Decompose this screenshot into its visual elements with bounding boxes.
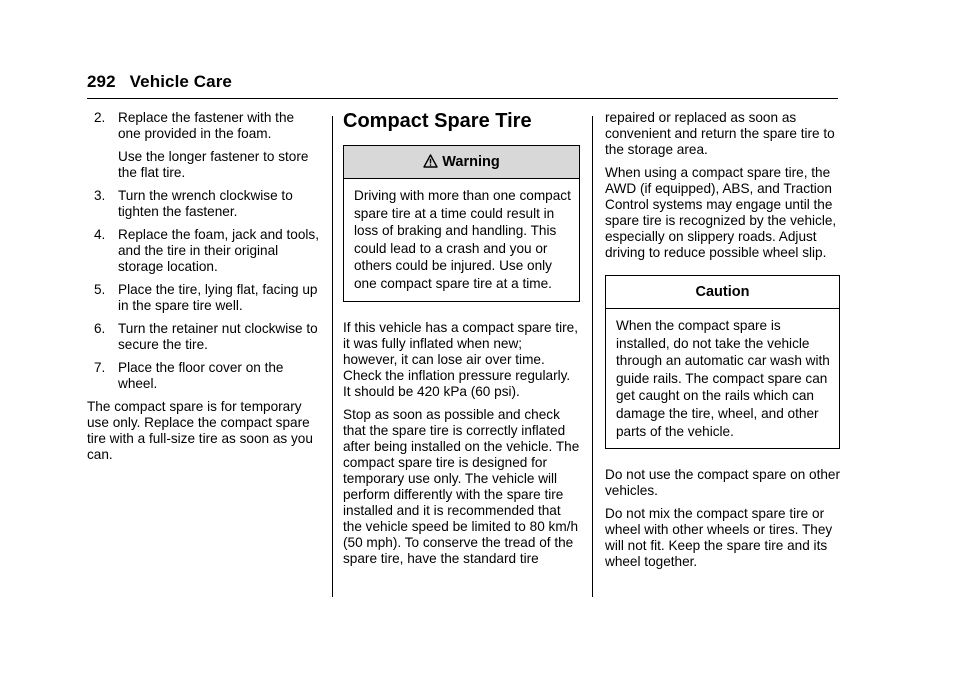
step-text: Turn the retainer nut clockwise to secure the tire. — [118, 321, 318, 352]
paragraph: repaired or replaced as soon as convenient and return the spare tire to the storage area. — [605, 110, 835, 157]
step-text: Turn the wrench clockwise to tighten the fastener. — [118, 188, 293, 219]
step-subtext: Use the longer fastener to store the flat tire. — [118, 149, 309, 180]
paragraph: If this vehicle has a compact spare tire, it was fully inflated when new; however, it can lose air over time. Check the inflation pressure regularly. It should be 420 kPa (60 psi). — [343, 319, 578, 399]
step-item — [87, 360, 319, 392]
step-item — [87, 321, 319, 353]
column-2 — [343, 110, 580, 574]
column-divider — [332, 116, 333, 597]
step-number: 6. — [94, 321, 106, 336]
paragraph: The compact spare is for temporary use only. Replace the compact spare tire with a full-size tire as soon as you can. — [87, 399, 313, 462]
step-text: Replace the fastener with the one provided in the foam. — [118, 110, 295, 141]
step-number: 5. — [94, 282, 106, 297]
section-heading: Compact Spare Tire — [343, 110, 532, 132]
caution-header: Caution — [606, 276, 839, 309]
paragraph: Do not use the compact spare on other vehicles. — [605, 467, 841, 499]
paragraph: Do not mix the compact spare tire or wheel with other wheels or tires. They will not fit. Keep the spare tire and its wheel together. — [605, 506, 833, 570]
page-header — [87, 72, 232, 92]
caution-body: When the compact spare is installed, do not take the vehicle through an automatic car wash with guide rails. The compact spare can get caught on the rails which can damage the tire, wheel, and other parts of the vehicle. — [616, 318, 830, 439]
warning-header — [344, 146, 579, 179]
column-3 — [605, 110, 840, 577]
warning-title: Warning — [442, 154, 500, 170]
step-item — [87, 227, 319, 275]
column-divider — [592, 116, 593, 597]
page-number: 292 — [87, 72, 116, 91]
warning-triangle-icon — [423, 148, 438, 180]
warning-box — [343, 145, 580, 302]
step-item — [87, 110, 319, 181]
step-item — [87, 188, 319, 220]
header-rule — [87, 98, 838, 99]
step-text: Place the floor cover on the wheel. — [118, 360, 284, 391]
column-1 — [87, 110, 319, 470]
step-number: 4. — [94, 227, 106, 242]
step-text: Replace the foam, jack and tools, and the tire in their original storage location. — [118, 227, 319, 274]
step-list — [87, 110, 319, 392]
step-number: 2. — [94, 110, 106, 125]
section-title: Vehicle Care — [129, 72, 232, 91]
step-text: Place the tire, lying flat, facing up in the spare tire well. — [118, 282, 318, 313]
step-number: 7. — [94, 360, 106, 375]
step-number: 3. — [94, 188, 106, 203]
warning-body: Driving with more than one compact spare tire at a time could result in loss of braking and handling. This could lead to a crash and you or others could be injured. Use only one compact spare tire at a time. — [354, 188, 571, 291]
caution-box — [605, 275, 840, 449]
paragraph: When using a compact spare tire, the AWD (if equipped), ABS, and Traction Control systems may engage until the spare tire is recognized by the vehicle, especially on slippery roads. Adjust driving to reduce possible wheel slip. — [605, 165, 837, 260]
step-item — [87, 282, 319, 314]
paragraph: Stop as soon as possible and check that the spare tire is correctly inflated after being installed on the vehicle. The compact spare tire is designed for temporary use only. The vehicle will perform differently with the spare tire installed and it is recommended that the vehicle speed be limited to 80 km/h (50 mph). To conserve the tread of the spare tire, have the standard tire — [343, 406, 580, 566]
